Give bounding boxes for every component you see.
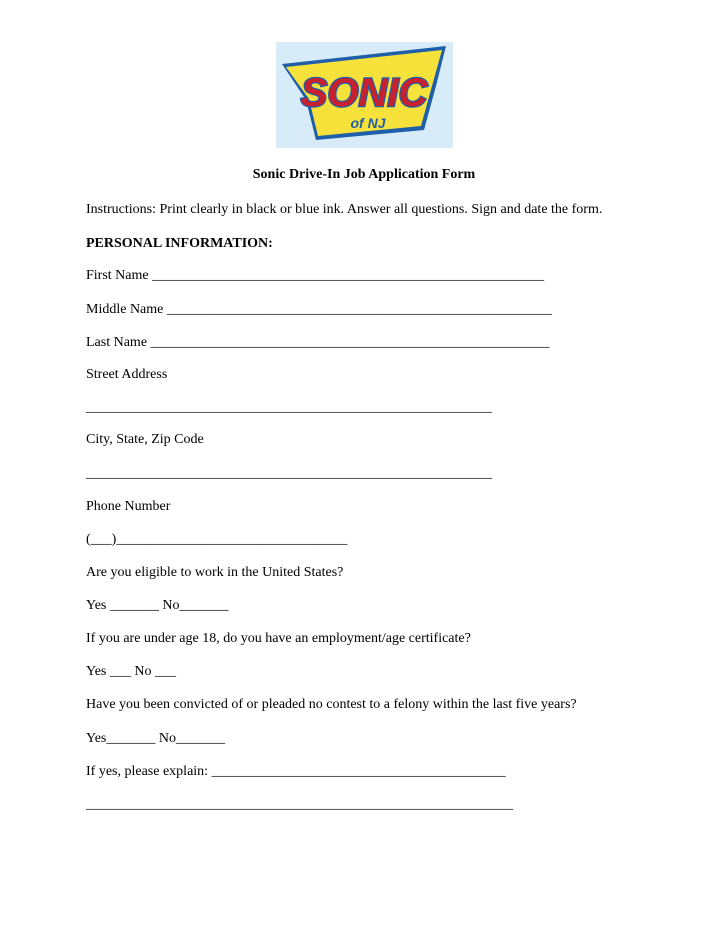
felony-answer[interactable]: Yes_______ No_______ — [86, 731, 225, 746]
last-name-field[interactable]: Last Name _________________________________________________________ — [86, 335, 550, 350]
sonic-logo — [276, 42, 453, 148]
street-address-field[interactable]: __________________________________________________________ — [86, 400, 492, 415]
work-eligibility-question: Are you eligible to work in the United States? — [86, 565, 344, 580]
logo-sub: of NJ — [350, 115, 386, 131]
section-heading: PERSONAL INFORMATION: — [86, 236, 273, 251]
street-address-label: Street Address — [86, 367, 168, 382]
age-certificate-question: If you are under age 18, do you have an employment/age certificate? — [86, 631, 471, 646]
middle-name-field[interactable]: Middle Name _______________________________________________________ — [86, 302, 552, 317]
felony-question: Have you been convicted of or pleaded no contest to a felony within the last five years? — [86, 697, 577, 712]
logo-brand: SONIC — [300, 71, 428, 115]
first-name-field[interactable]: First Name ________________________________________________________ — [86, 268, 545, 283]
form-title: Sonic Drive-In Job Application Form — [252, 167, 476, 182]
age-certificate-answer[interactable]: Yes ___ No ___ — [86, 664, 176, 679]
instructions-text: Instructions: Print clearly in black or blue ink. Answer all questions. Sign and date the form. — [86, 202, 603, 217]
work-eligibility-answer[interactable]: Yes _______ No_______ — [86, 598, 229, 613]
phone-number-field[interactable]: (___)_________________________________ — [86, 532, 348, 547]
phone-number-label: Phone Number — [86, 499, 171, 514]
explain-continuation-field[interactable]: _____________________________________________________________ — [86, 797, 513, 812]
explain-field[interactable]: If yes, please explain: __________________________________________ — [86, 764, 506, 779]
city-state-zip-label: City, State, Zip Code — [86, 432, 204, 447]
city-state-zip-field[interactable]: __________________________________________________________ — [86, 466, 492, 481]
